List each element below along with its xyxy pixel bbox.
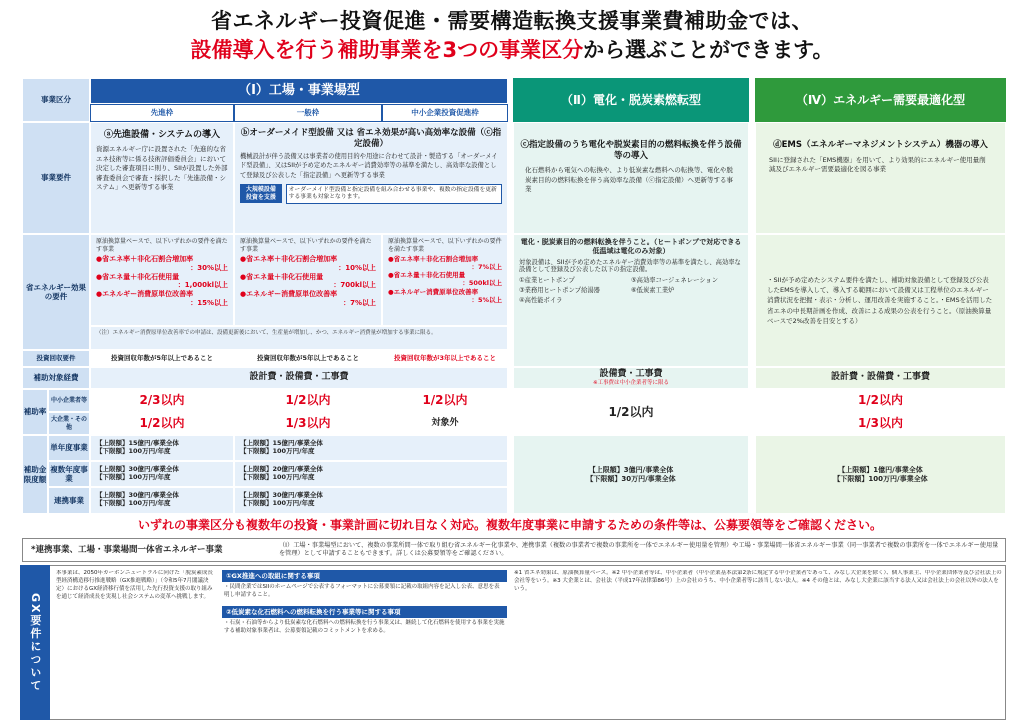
- col1-multi-1: [90, 461, 234, 487]
- multi-2-lower: 【下限額】100万円/年度: [240, 473, 315, 482]
- eff3-v3: ：5%以上: [471, 295, 502, 304]
- label-requirements: 事業要件: [22, 122, 90, 234]
- eff1-v3: ：15%以上: [190, 298, 228, 307]
- gx-heading-1: ①GX推進への取組に関する事項: [222, 570, 507, 582]
- label-rate-sme: 中小企業者等: [48, 389, 90, 412]
- req-d-title: ⓓEMS（エネルギーマネジメントシステム）機器の導入: [773, 140, 988, 150]
- eff2-v3: ：7%以上: [343, 298, 376, 307]
- eff1-l2: ●省エネ量＋非化石使用量: [96, 272, 180, 281]
- col1-eff-2: [234, 234, 382, 326]
- linked-note: [22, 538, 1006, 562]
- req-b-title: ⓑオーダーメイド型設備 又は 省エネ効果が高い高効率な設備（ⓒ指定設備）: [240, 128, 502, 149]
- title-rest-part: から選ぶことができます。: [583, 38, 834, 62]
- gx-text-1: ・民間企業ではSIIのホームページで公表するフォーマットに公募要領に記載の取組内容を記入し公表、意思を表明し申請すること。: [224, 584, 500, 599]
- eff3-l3: ●エネルギー消費原単位改善率: [388, 287, 479, 296]
- multi-1-lower: 【下限額】100万円/年度: [96, 473, 171, 482]
- col3-req: [755, 122, 1006, 234]
- col1-linked-1: [90, 487, 234, 514]
- col3-expense: 設計費・設備費・工事費: [755, 367, 1006, 389]
- eff1-v1: ：30%以上: [190, 263, 228, 272]
- linked-note-label: *連携事業、工場・事業場間一体省エネルギー事業: [31, 544, 223, 555]
- linked-2-upper: 【上限額】30億円/事業全体: [240, 491, 323, 499]
- single-1-upper: 【上限額】15億円/事業全体: [96, 439, 179, 447]
- col2-eff-item: ⑤高効率コージェネレーション: [631, 277, 719, 285]
- eff1-l3: ●エネルギー消費原単位改善率: [96, 290, 194, 298]
- col3-eff: [755, 234, 1006, 367]
- req-d-text: SIIに登録された「EMS機器」を用いて、より効果的にエネルギー使用量削減及びエネルギー需要最適化を図る事業: [769, 155, 986, 174]
- gx-text-2: ・石炭・石油等からより低炭素な化石燃料への燃料転換を行う事業又は、継続して化石燃料を使用する事業を実施する補助対象事業者は、公募要領記載のコミットメントを求める。: [224, 620, 505, 635]
- col3-limit: [755, 435, 1006, 514]
- label-payback: 投資回収要件: [22, 350, 90, 367]
- multi-2-upper: 【上限額】20億円/事業全体: [240, 465, 323, 473]
- col1-sub-advanced: 先進枠: [90, 104, 234, 122]
- col2-eff-item: ④高性能ボイラ: [519, 296, 563, 304]
- col1-eff-note: （注）エネルギー消費原単位改善率での申請は、設備更新後において、生産量が増加し、かつ、エネルギー消費量が増加する事業に限る。: [90, 326, 508, 350]
- col1-header: （Ⅰ）工場・事業場型: [90, 78, 508, 104]
- gx-intro: 本事業は、2050年カーボンニュートラルに向けた「脱炭素成長型経済構造移行推進戦略（GX推進戦略）」（令和5年7月閣議決定）におけるGX経済移行債を活用した先行投資支援の取り組みを通じて経済成長を実現し社会システムの変革へ挑戦します。: [56, 570, 213, 600]
- label-single: 単年度事業: [48, 435, 90, 461]
- single-1-lower: 【下限額】100万円/年度: [96, 447, 171, 456]
- col2-limit-lower: 【下限額】30万円/事業全体: [586, 474, 676, 483]
- page-title-line1: 省エネルギー投資促進・需要構造転換支援事業費補助金では、: [211, 9, 813, 33]
- col1-req-b: [234, 122, 508, 234]
- col3-rate-2: 1/3以内: [755, 412, 1006, 435]
- eff-head-2: 原油換算量ベースで、以下いずれかの要件を満たす事業: [240, 238, 372, 253]
- col1-multi-2: [234, 461, 508, 487]
- single-2-upper: 【上限額】15億円/事業全体: [240, 439, 323, 447]
- col1-pay-3: 投資回収年数が3年以上であること: [382, 350, 508, 367]
- col2-req: [513, 122, 749, 234]
- eff2-l3: ●エネルギー消費原単位改善率: [240, 290, 338, 298]
- gx-heading-2: ②低炭素な化石燃料への燃料転換を行う事業等に関する事項: [222, 606, 507, 618]
- eff-head: 原油換算量ベースで、以下いずれかの要件を満たす事業: [96, 238, 228, 253]
- title-red-part: 設備導入を行う補助事業を3つの事業区分: [190, 38, 584, 62]
- gx-middle: [222, 570, 507, 718]
- eff3-l2: ●省エネ量＋非化石使用量: [388, 271, 466, 280]
- eff2-v2: ：700kl以上: [333, 281, 376, 290]
- single-2-lower: 【下限額】100万円/年度: [240, 447, 315, 456]
- col1-eff-3: [382, 234, 508, 326]
- req-b-text: 機械設計が伴う設備又は事業者の使用目的や用途に合わせて設計・製造する「オーダーメイド型設備」、又はSIIが予め定めたエネルギー消費効率等の基準を満たし、高効率な設備として登録及び公表した「指定設備」へ更新等する事業: [240, 153, 498, 179]
- col2-eff-text: 対象設備は、SIIが予め定めたエネルギー消費効率等の基準を満たし、高効率な設備として登録及び公表した以下の指定設備。: [519, 258, 741, 274]
- eff2-l2: ●省エネ量＋非化石使用量: [240, 272, 324, 281]
- eff2-l1: ●省エネ率＋非化石割合増加率: [240, 255, 338, 263]
- col2-expense: 設備費・工事費: [599, 368, 663, 379]
- req-c-text: 化石燃料から電気への転換や、より低炭素な燃料への転換等、電化や脱炭素目的の燃料転換を伴う高効率な設備（ⓒ指定設備）へ更新等する事業: [525, 166, 733, 194]
- eff3-v1: ：7%以上: [471, 263, 502, 272]
- eff1-v2: ：1,000kl以上: [177, 281, 228, 290]
- label-effect: 省エネルギー効果の要件: [22, 234, 90, 350]
- eff-head-3: 原油換算量ベースで、以下いずれかの要件を満たす事業: [388, 238, 502, 253]
- col1-sub-general: 一般枠: [234, 104, 382, 122]
- col1-rate-sme-2: 1/2以内: [234, 389, 382, 412]
- eff3-l1: ●省エネ率＋非化石割合増加率: [388, 255, 479, 263]
- page-title-line2: [0, 37, 1024, 63]
- col2-expense-cell: [513, 367, 749, 389]
- col1-rate-large-1: 1/2以内: [90, 412, 234, 435]
- col3-limit-upper: 【上限額】1億円/事業全体: [838, 465, 923, 474]
- eff3-v2: ：500kl以上: [462, 279, 502, 288]
- label-limit: 補助金限度額: [22, 435, 48, 514]
- col3-header: （Ⅳ）エネルギー需要最適化型: [755, 78, 1006, 122]
- col1-sub-sme: 中小企業投資促進枠: [382, 104, 508, 122]
- linked-1-lower: 【下限額】100万円/年度: [96, 499, 171, 508]
- req-a-text: 資源エネルギー庁に設置された「先進的な省エネ技術等に係る技術評価委員会」において決定した審査項目に則り、SIIが設置した外部審査委員会で審査・採択した「先進設備・システム」へ更新等する事業: [96, 145, 228, 191]
- eff2-v1: ：10%以上: [338, 263, 376, 272]
- col1-single-1: [90, 435, 234, 461]
- col2-limit: [513, 435, 749, 514]
- col1-eff-1: [90, 234, 234, 326]
- col3-limit-lower: 【下限額】100万円/事業全体: [833, 474, 928, 483]
- col3-eff-text: ・SIIが予め定めたシステム要件を満たし、補助対象設備として登録及び公表したEMSを導入して、導入する範囲において設備又は工程単位のエネルギー消費状況を把握・表示・分析し、運用改善を実施すること。・EMSを活用した省エネの中長期計画を作成、改善による成果の公表を行うこと。（原油換算量ベースで2%改善を目安とする）: [767, 276, 993, 325]
- req-b-tag: 大規模設備投資を支援: [240, 184, 282, 203]
- linked-note-text: （Ⅰ）工場・事業場型において、複数の事業所間一体で取り組む省エネルギー化事業や、連携事業（複数の事業者で複数の事業所を一体でエネルギー使用量を管理）や工場・事業場間一体省エネルギー事業（同一事業者で複数の事業所を一体でエネルギー使用量を管理）として申請することもできます。詳しくは公募要領等をご確認ください。: [279, 542, 999, 557]
- col2-eff-item: ①産業ヒートポンプ: [519, 277, 575, 285]
- col2-expense-note: ※工事費は中小企業者等に限る: [592, 380, 670, 387]
- col2-limit-upper: 【上限額】3億円/事業全体: [588, 465, 674, 474]
- label-category: 事業区分: [22, 78, 90, 122]
- linked-1-upper: 【上限額】30億円/事業全体: [96, 491, 179, 499]
- col2-eff-head: 電化・脱炭素目的の燃料転換を伴うこと。（ヒートポンプで対応できる低温域は電化のみ対象）: [520, 238, 742, 255]
- col1-rate-sme-3: 1/2以内: [382, 389, 508, 412]
- col2-eff-item: ③業務用ヒートポンプ給湯器: [519, 287, 600, 295]
- eff1-l1: ●省エネ率＋非化石割合増加率: [96, 255, 194, 263]
- col3-rate-1: 1/2以内: [755, 389, 1006, 412]
- col2-eff-item: ⑥低炭素工業炉: [631, 287, 675, 295]
- req-a-title: ⓐ先進設備・システムの導入: [103, 130, 221, 140]
- label-expense: 補助対象経費: [22, 367, 90, 389]
- multi-1-upper: 【上限額】30億円/事業全体: [96, 465, 179, 473]
- gx-right-notes: ※1 省エネ効果は、原油換算量ベース。※2 中小企業者等は、中小企業者（中小企業基本法第2条に規定する中小企業者であって、みなし大企業を除く）、個人事業主、中小企業団体等及び会社法上の会社等をいう。※3 大企業とは、会社法（平成17年法律第86号）上の会社のうち、中小企業者等に該当しない法人。※4 その他とは、みなし大企業に該当する法人又は会社法上の会社以外の法人をいう。: [514, 570, 1002, 592]
- label-rate-large: 大企業・その他: [48, 412, 90, 435]
- gx-side-label: GX要件について: [20, 565, 50, 720]
- label-rate: 補助率: [22, 389, 48, 435]
- label-multi: 複数年度事業: [48, 461, 90, 487]
- col1-req-a: [90, 122, 234, 234]
- col1-pay-2: 投資回収年数が5年以上であること: [234, 350, 382, 367]
- notice-banner: いずれの事業区分も複数年の投資・事業計画に切れ目なく対応。複数年度事業に申請するための条件等は、公募要領等をご確認ください。: [137, 518, 882, 532]
- req-b-note: オーダーメイド型設備と指定設備を組み合わせる事業や、複数の指定設備を更新する事業も対象となります。: [286, 184, 502, 204]
- col2-rate: 1/2以内: [513, 389, 749, 435]
- col1-single-2: [234, 435, 508, 461]
- col1-rate-large-3: 対象外: [382, 412, 508, 435]
- req-c-title: ⓒ指定設備のうち電化や脱炭素目的の燃料転換を伴う設備等の導入: [520, 140, 742, 161]
- col1-linked-2: [234, 487, 508, 514]
- label-linked: 連携事業: [48, 487, 90, 514]
- linked-2-lower: 【下限額】100万円/年度: [240, 499, 315, 508]
- col1-expense: 設計費・設備費・工事費: [90, 367, 508, 389]
- col1-pay-1: 投資回収年数が5年以上であること: [90, 350, 234, 367]
- col1-rate-sme-1: 2/3以内: [90, 389, 234, 412]
- col1-rate-large-2: 1/3以内: [234, 412, 382, 435]
- col2-eff: [513, 234, 749, 367]
- col2-header: （Ⅱ）電化・脱炭素燃転型: [513, 78, 749, 122]
